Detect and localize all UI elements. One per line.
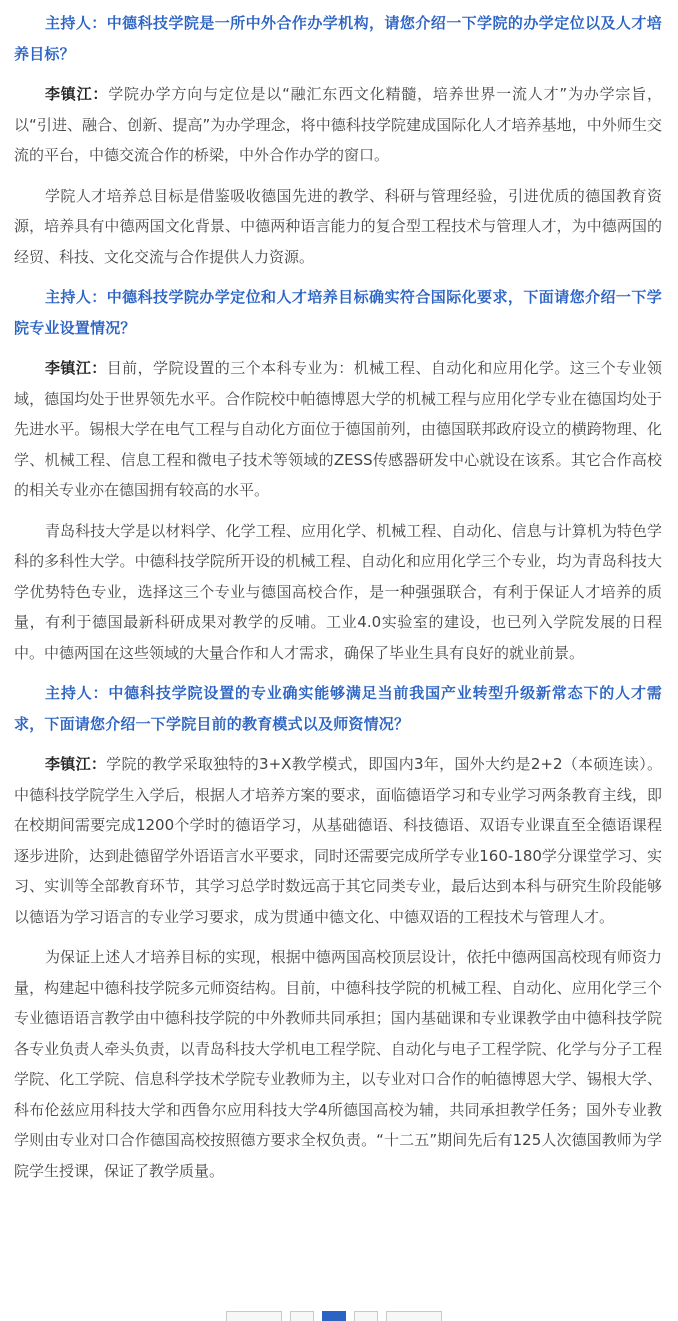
pagination-prev-button[interactable] <box>226 1311 282 1321</box>
answer-paragraph: 青岛科技大学是以材料学、化学工程、应用化学、机械工程、自动化、信息与计算机为特色学科的多科性大学。中德科技学院所开设的机械工程、自动化和应用化学三个专业，均为青岛科技大学优势特色专业，选择这三个专业与德国高校合作，是一种强强联合，有利于保证人才培养的质量，有利于德国最新科研成果对教学的反哺。工业4.0实验室的建设，也已列入学院发展的日程中。中德两国在这些领域的大量合作和人才需求，确保了毕业生具有良好的就业前景。 <box>14 521 662 662</box>
host-question: 主持人：中德科技学院办学定位和人才培养目标确实符合国际化要求，下面请您介绍一下学院专业设置情况？ <box>14 288 662 337</box>
speaker-label: 李镇江： <box>45 755 107 773</box>
answer-paragraph: 为保证上述人才培养目标的实现，根据中德两国高校顶层设计，依托中德两国高校现有师资力量，构建起中德科技学院多元师资结构。目前，中德科技学院的机械工程、自动化、应用化学三个专业德语语言教学由中德科技学院的中外教师共同承担；国内基础课和专业课教学由中德科技学院各专业负责人牵头负责，以青岛科技大学机电工程学院、自动化与电子工程学院、化学与分子工程学院、化工学院、信息科学技术学院专业教师为主，以专业对口合作的帕德博恩大学、锡根大学、科布伦兹应用科技大学和西鲁尔应用科技大学4所德国高校为辅，共同承担教学任务；国外专业教学则由专业对口合作德国高校按照德方要求全权负责。“十二五”期间先后有125人次德国教师为学院学生授课，保证了教学质量。 <box>14 948 662 1180</box>
answer-text: 学院的教学采取独特的3+X教学模式，即国内3年，国外大约是2+2（本硕连读）。中德科技学院学生入学后，根据人才培养方案的要求，面临德语学习和专业学习两条教育主线，即在校期间需要完成1200个学时的德语学习，从基础德语、科技德语、双语专业课直至全德语课程逐步进阶，达到赴德留学外语语言水平要求，同时还需要完成所学专业160-180学分课堂学习、实习、实训等全部教育环节，其学习总学时数远高于其它同类专业，最后达到本科与研究生阶段能够以德语为学习语言的专业学习要求，成为贯通中德文化、中德双语的工程技术与管理人才。 <box>14 755 662 926</box>
answer-paragraph <box>14 79 662 171</box>
article-body <box>14 8 662 1196</box>
answer-paragraph: 学院人才培养总目标是借鉴吸收德国先进的教学、科研与管理经验，引进优质的德国教育资源，培养具有中德两国文化背景、中德两种语言能力的复合型工程技术与管理人才，为中德两国的经贸、科技、文化交流与合作提供人力资源。 <box>14 186 662 266</box>
pagination-page-button[interactable] <box>290 1311 314 1321</box>
pagination-current-page[interactable] <box>322 1311 346 1321</box>
pagination <box>226 1311 442 1321</box>
host-question: 主持人：中德科技学院是一所中外合作办学机构，请您介绍一下学院的办学定位以及人才培养目标？ <box>14 14 662 63</box>
speaker-label: 李镇江： <box>45 359 107 377</box>
answer-text: 学院办学方向与定位是以“融汇东西文化精髓，培养世界一流人才”为办学宗旨，以“引进、融合、创新、提高”为办学理念，将中德科技学院建成国际化人才培养基地，中外师生交流的平台，中德交流合作的桥梁，中外合作办学的窗口。 <box>14 85 662 164</box>
pagination-page-button[interactable] <box>354 1311 378 1321</box>
speaker-label: 李镇江： <box>45 85 109 103</box>
answer-paragraph <box>14 749 662 932</box>
answer-paragraph <box>14 353 662 506</box>
host-question: 主持人：中德科技学院设置的专业确实能够满足当前我国产业转型升级新常态下的人才需求，下面请您介绍一下学院目前的教育模式以及师资情况？ <box>14 684 662 733</box>
pagination-next-button[interactable] <box>386 1311 442 1321</box>
answer-text: 目前，学院设置的三个本科专业为：机械工程、自动化和应用化学。这三个专业领域，德国均处于世界领先水平。合作院校中帕德博恩大学的机械工程与应用化学专业在德国均处于先进水平。锡根大学在电气工程与自动化方面位于德国前列，由德国联邦政府设立的横跨物理、化学、机械工程、信息工程和微电子技术等领域的ZESS传感器研发中心就设在该系。其它合作高校的相关专业亦在德国拥有较高的水平。 <box>14 359 662 499</box>
